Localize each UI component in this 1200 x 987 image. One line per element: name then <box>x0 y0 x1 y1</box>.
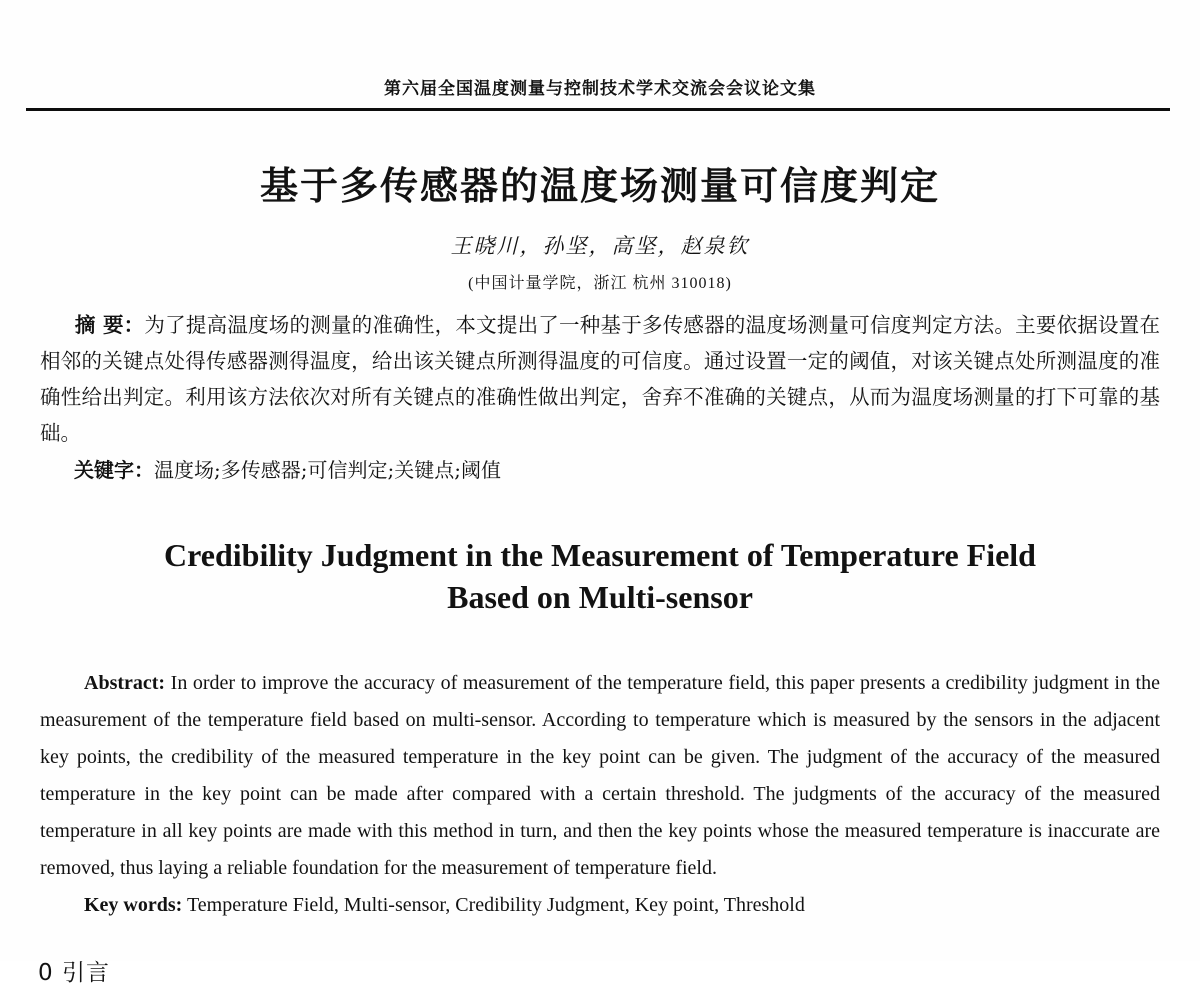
paper-title-en <box>0 534 1200 618</box>
abstract-zh-paragraph <box>40 307 1160 451</box>
paper-title-en-line1: Credibility Judgment in the Measurement of Temperature Field <box>164 537 1036 573</box>
keywords-en-text: Temperature Field, Multi-sensor, Credibility Judgment, Key point, Threshold <box>182 894 805 916</box>
abstract-en-text: In order to improve the accuracy of measurement of the temperature field, this paper presents a credibility judgment in the measurement of the temperature field based on multi-sensor. According to temperature which is measured by the sensors in the adjacent key points, the credibility of the measured temperature in the key point can be given. The judgment of the accuracy of the measured temperature in the key point can be made after compared with a certain threshold. The judgments of the accuracy of the measured temperature in all key points are made with this method in turn, and then the key points whose the measured temperature is inaccurate are removed, thus laying a reliable foundation for the measurement of temperature field. <box>40 672 1160 879</box>
affiliation-line: (中国计量学院，浙江 杭州 310018) <box>468 275 732 292</box>
paper-title-zh: 基于多传感器的温度场测量可信度判定 <box>259 164 940 208</box>
running-head: 第六届全国温度测量与控制技术学术交流会会议论文集 <box>384 79 816 99</box>
keywords-en-label: Key words: <box>84 894 183 916</box>
abstract-en-label: Abstract: <box>84 672 166 694</box>
header-rule <box>26 108 1170 111</box>
abstract-zh-text: 为了提高温度场的测量的准确性，本文提出了一种基于多传感器的温度场测量可信度判定方法。主要依据设置在相邻的关键点处得传感器测得温度，给出该关键点所测得温度的可信度。通过设置一定的阈值，对该关键点处所测温度的准确性给出判定。利用该方法依次对所有关键点的准确性做出判定，舍弃不准确的关键点，从而为温度场测量的打下可靠的基础。 <box>40 313 1160 445</box>
keywords-zh-paragraph <box>40 452 1160 488</box>
section-heading-introduction: 0 引言 <box>38 960 110 986</box>
keywords-zh-text: 温度场;多传感器;可信判定;关键点;阈值 <box>154 458 501 482</box>
authors-line: 王晓川，孙坚，高坚，赵泉钦 <box>450 234 750 258</box>
keywords-zh-label: 关键字： <box>74 458 154 482</box>
abstract-en-paragraph <box>40 665 1160 887</box>
abstract-zh-label: 摘 要： <box>74 313 145 337</box>
paper-title-en-line2: Based on Multi-sensor <box>447 579 753 615</box>
keywords-en-paragraph <box>40 887 1160 924</box>
